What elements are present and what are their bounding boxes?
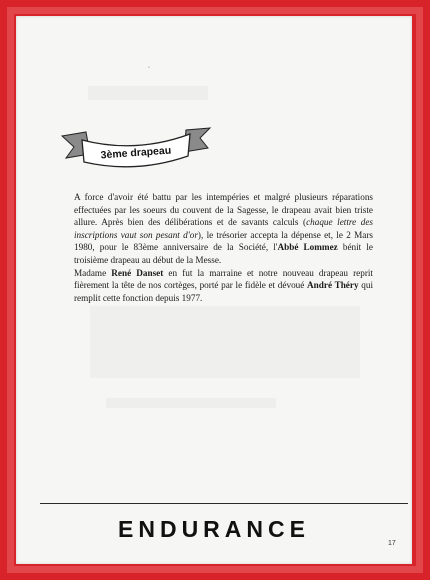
- speck: •: [148, 66, 150, 71]
- text-run: Madame: [74, 267, 112, 278]
- banner-label: 3ème drapeau: [100, 144, 172, 162]
- bleed-through-shape: [106, 398, 276, 408]
- name-rene-danset: René Danset: [111, 267, 164, 278]
- text-run: ), le trésorier accepta la dépense et, le 2 Mars 1980, pour le 83ème anniversaire de la Société, l': [74, 229, 374, 253]
- document-page: [16, 16, 412, 564]
- text-run: bénit le troisième drapeau au début de la Messe.: [74, 242, 374, 265]
- text-run: en fut la marraine et notre nouveau drapeau reprit fièrement la tête de nos cortèges, porté par le fidèle et dévoué: [74, 267, 373, 291]
- paragraph-1: [74, 191, 373, 267]
- text-run: A force d'avoir été battu par les intempéries et malgré plusieurs réparations effectuées par les soeurs du couvent de la Sagesse, le drapeau avait bien triste allure. Après bien des délibérations et de savants calculs (: [74, 192, 373, 228]
- italic-note: chaque lettre des inscriptions vaut son pesant d'or: [74, 217, 373, 240]
- name-andre-thery: André Théry: [307, 280, 359, 291]
- bleed-through-shape: [90, 306, 360, 378]
- name-abbe-lommez: Abbé Lommez: [277, 242, 338, 253]
- ribbon-banner-icon: [60, 114, 212, 174]
- text-run: qui remplit cette fonction depuis 1977.: [74, 280, 373, 303]
- bleed-through-shape: [88, 86, 208, 100]
- footer-divider: [40, 503, 408, 504]
- footer-title: ENDURANCE: [118, 516, 310, 542]
- page-number: 17: [388, 540, 396, 547]
- paragraph-2: [74, 267, 373, 305]
- body-text: [74, 191, 373, 304]
